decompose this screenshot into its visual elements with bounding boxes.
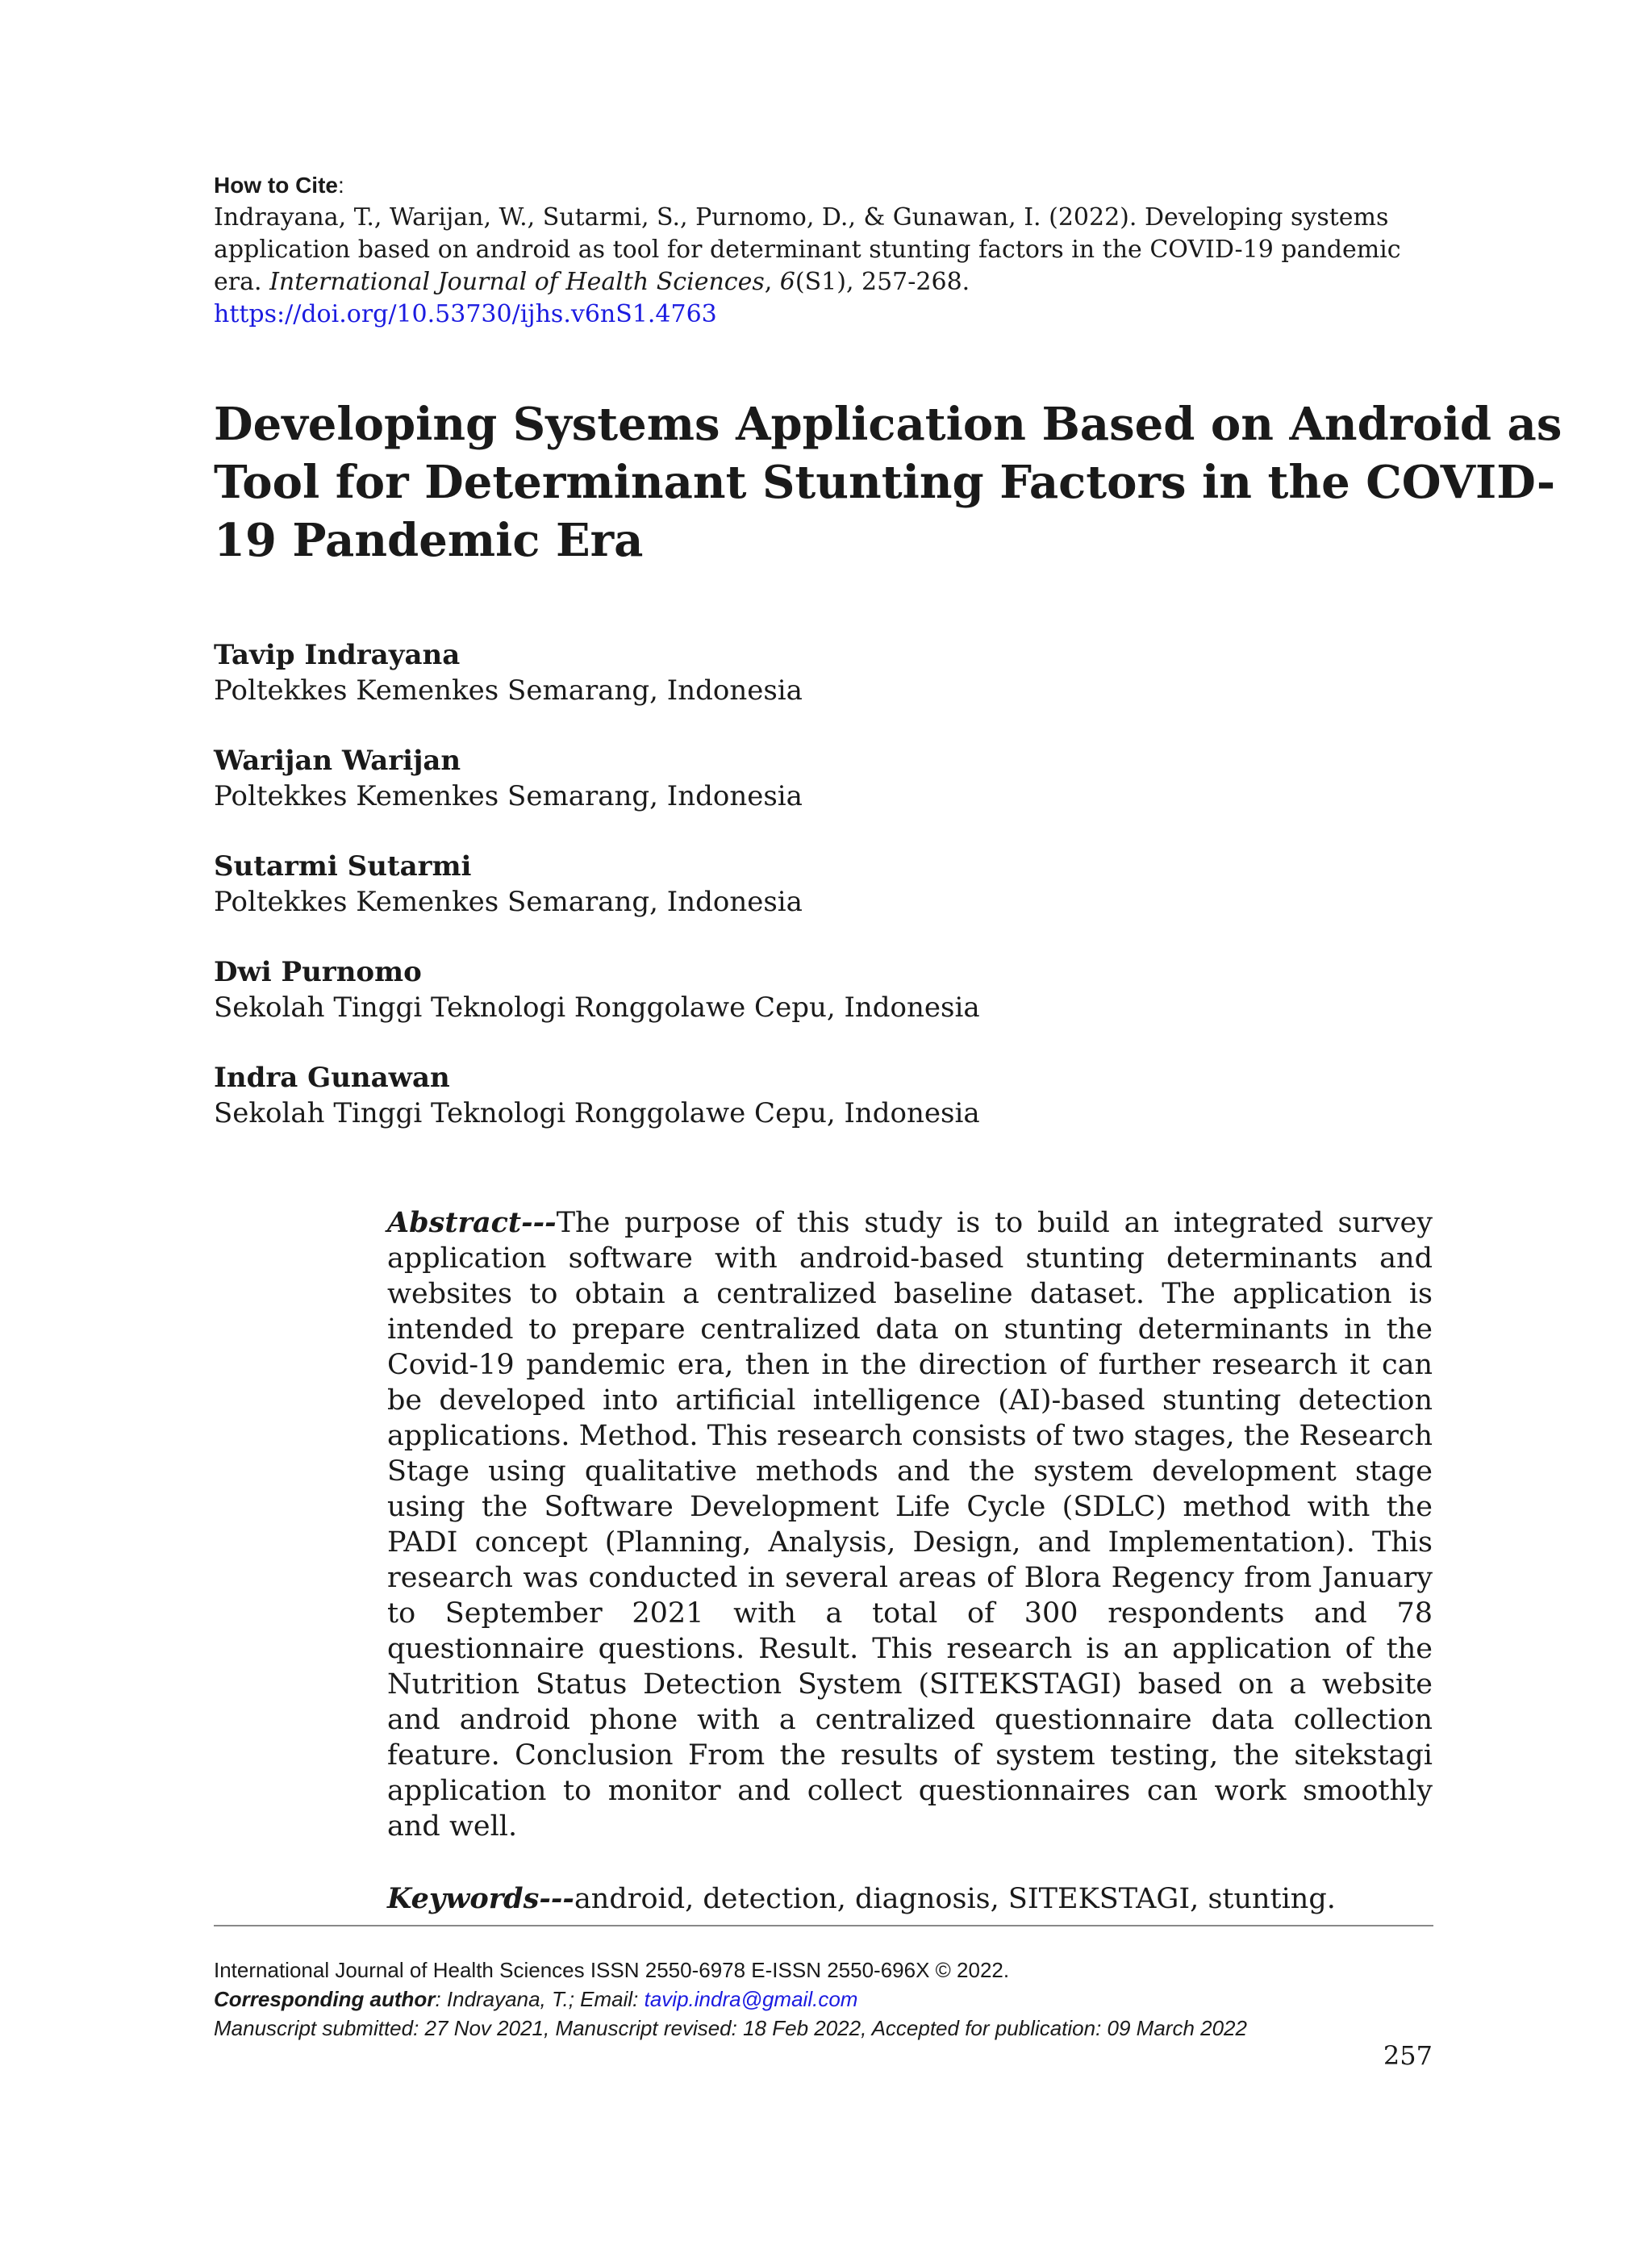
keywords-text: android, detection, diagnosis, SITEKSTAGI, stunting. [574,1883,1336,1915]
cite-authors-title: Indrayana, T., Warijan, W., Sutarmi, S., Purnomo, D., & Gunawan, I. (2022). Developing systems application based on android as tool for determinant stunting factors in the COVID-19 pandemic era. [214,203,1401,296]
paper-title: Developing Systems Application Based on Android as Tool for Determinant Stunting Factors in the COVID-19 Pandemic Era [214,398,1562,567]
abstract [387,1205,1433,1844]
email-link[interactable]: tavip.indra@gmail.com [644,1987,858,2011]
cite-issue-pages: (S1), 257-268. [795,268,970,296]
author-entry [214,1060,1424,1166]
author-affiliation: Poltekkes Kemenkes Semarang, Indonesia [214,674,803,707]
cite-label-line [214,169,1440,202]
author-entry [214,954,1424,1060]
page-footer [214,1956,1504,2043]
manuscript-dates-line: Manuscript submitted: 27 Nov 2021, Manuscript revised: 18 Feb 2022, Accepted for publication: 09 March 2022 [214,2016,1247,2040]
abstract-text: The purpose of this study is to build an integrated survey application software with android-based stunting determinants and websites to obtain a centralized baseline dataset. The application is intended to prepare centralized data on stunting determinants in the Covid-19 pandemic era, then in the direction of further research it can be developed into artificial intelligence (AI)-based stunting detection applications. Method. This research consists of two stages, the Research Stage using qualitative methods and the system development stage using the Software Development Life Cycle (SDLC) method with the PADI concept (Planning, Analysis, Design, and Implementation). This research was conducted in several areas of Blora Regency from January to September 2021 with a total of 300 respondents and 78 questionnaire questions. Result. This research is an application of the Nutrition Status Detection System (SITEKSTAGI) based on a website and android phone with a centralized questionnaire data collection feature. Conclusion From the results of system testing, the sitekstagi application to monitor and collect questionnaires can work smoothly and well. [387,1207,1433,1843]
author-name: Warijan Warijan [214,745,461,777]
how-to-cite [214,169,1440,331]
cite-colon: : [338,173,344,198]
cite-text [214,202,1440,298]
cite-label: How to Cite [214,173,338,198]
author-entry [214,743,1424,849]
keywords [387,1881,1433,1917]
page-number: 257 [1383,2040,1433,2071]
author-affiliation: Poltekkes Kemenkes Semarang, Indonesia [214,886,803,918]
author-entry [214,849,1424,954]
author-name: Dwi Purnomo [214,956,422,988]
abstract-label: Abstract--- [387,1206,557,1239]
cite-volume: 6 [779,268,795,296]
author-name: Sutarmi Sutarmi [214,850,472,883]
corresponding-label: Corresponding author [214,1987,436,2011]
corresponding-author-line [214,1985,1504,2014]
author-list [214,637,1424,1166]
cite-journal: International Journal of Health Sciences [269,268,765,296]
keywords-label: Keywords--- [387,1882,574,1915]
author-affiliation: Sekolah Tinggi Teknologi Ronggolawe Cepu, Indonesia [214,1097,980,1129]
cite-sep: , [764,268,780,296]
author-entry [214,637,1424,743]
footer-divider [214,1925,1433,1926]
doi-link[interactable]: https://doi.org/10.53730/ijhs.v6nS1.4763 [214,300,717,328]
author-affiliation: Sekolah Tinggi Teknologi Ronggolawe Cepu, Indonesia [214,991,980,1024]
corresponding-text: : Indrayana, T.; Email: [435,1987,645,2011]
author-name: Tavip Indrayana [214,639,461,671]
author-name: Indra Gunawan [214,1062,450,1094]
author-affiliation: Poltekkes Kemenkes Semarang, Indonesia [214,780,803,812]
journal-issn-line: International Journal of Health Sciences ISSN 2550-6978 E-ISSN 2550-696X © 2022. [214,1958,1010,1982]
